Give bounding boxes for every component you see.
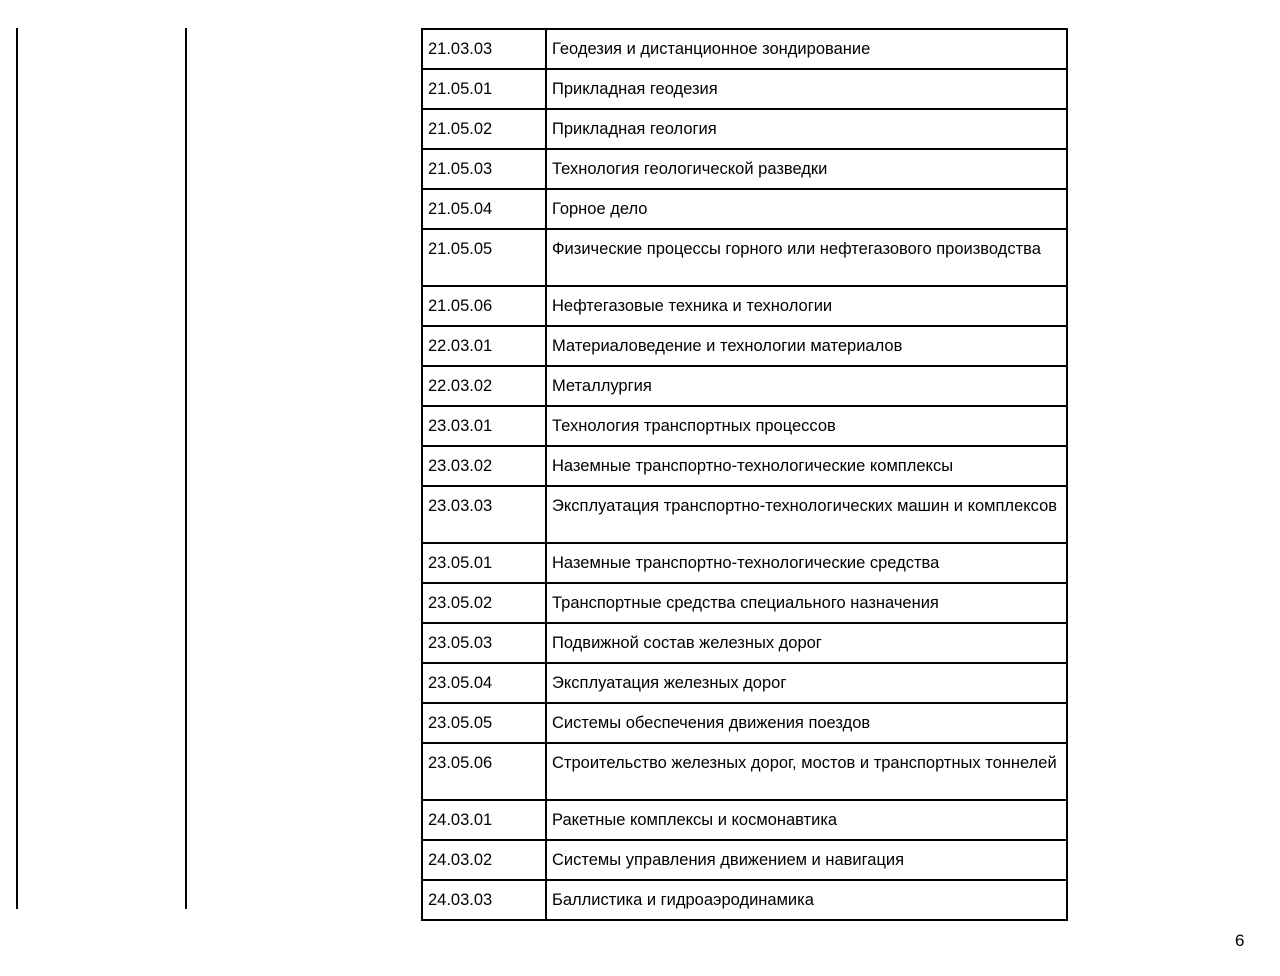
specialty-name: Баллистика и гидроаэродинамика (546, 880, 1067, 920)
specialty-code: 23.03.01 (422, 406, 546, 446)
specialty-code: 21.05.05 (422, 229, 546, 286)
specialty-code: 23.05.04 (422, 663, 546, 703)
table-row (422, 446, 1067, 486)
table-row (422, 366, 1067, 406)
specialty-code: 21.05.03 (422, 149, 546, 189)
table-row (422, 743, 1067, 800)
specialty-name: Технология транспортных процессов (546, 406, 1067, 446)
table-row (422, 840, 1067, 880)
specialty-code: 24.03.03 (422, 880, 546, 920)
specialty-code: 21.05.01 (422, 69, 546, 109)
table-row (422, 109, 1067, 149)
specialty-name: Материаловедение и технологии материалов (546, 326, 1067, 366)
specialty-name: Геодезия и дистанционное зондирование (546, 29, 1067, 69)
specialty-code: 21.03.03 (422, 29, 546, 69)
specialty-code: 23.05.02 (422, 583, 546, 623)
table-row (422, 543, 1067, 583)
table-row (422, 663, 1067, 703)
table-row (422, 880, 1067, 920)
table-row (422, 229, 1067, 286)
specialty-name: Технология геологической разведки (546, 149, 1067, 189)
specialty-code: 21.05.04 (422, 189, 546, 229)
specialty-name: Физические процессы горного или нефтегазового производства (546, 229, 1067, 286)
specialty-name: Эксплуатация железных дорог (546, 663, 1067, 703)
specialty-name: Нефтегазовые техника и технологии (546, 286, 1067, 326)
specialty-code: 22.03.02 (422, 366, 546, 406)
specialty-code: 22.03.01 (422, 326, 546, 366)
table-row (422, 326, 1067, 366)
outer-table-column-divider (185, 28, 187, 909)
specialties-table (421, 28, 1068, 921)
specialty-name: Горное дело (546, 189, 1067, 229)
specialty-name: Системы управления движением и навигация (546, 840, 1067, 880)
outer-table-left-border (16, 28, 18, 909)
specialty-name: Прикладная геология (546, 109, 1067, 149)
specialty-name: Подвижной состав железных дорог (546, 623, 1067, 663)
specialty-code: 23.05.06 (422, 743, 546, 800)
specialty-code: 23.03.03 (422, 486, 546, 543)
specialty-name: Системы обеспечения движения поездов (546, 703, 1067, 743)
specialty-code: 23.05.03 (422, 623, 546, 663)
specialty-name: Металлургия (546, 366, 1067, 406)
specialty-name: Эксплуатация транспортно-технологических машин и комплексов (546, 486, 1067, 543)
table-row (422, 149, 1067, 189)
specialty-code: 24.03.01 (422, 800, 546, 840)
specialty-code: 21.05.06 (422, 286, 546, 326)
table-row (422, 29, 1067, 69)
table-row (422, 703, 1067, 743)
table-row (422, 406, 1067, 446)
table-row (422, 623, 1067, 663)
page-number: 6 (1235, 931, 1245, 950)
specialty-name: Наземные транспортно-технологические средства (546, 543, 1067, 583)
table-row (422, 800, 1067, 840)
table-row (422, 189, 1067, 229)
specialty-name: Строительство железных дорог, мостов и транспортных тоннелей (546, 743, 1067, 800)
specialty-name: Прикладная геодезия (546, 69, 1067, 109)
table-row (422, 583, 1067, 623)
specialty-code: 23.05.05 (422, 703, 546, 743)
specialty-code: 24.03.02 (422, 840, 546, 880)
specialty-code: 23.05.01 (422, 543, 546, 583)
specialty-name: Транспортные средства специального назначения (546, 583, 1067, 623)
specialty-code: 21.05.02 (422, 109, 546, 149)
table-row (422, 486, 1067, 543)
specialty-name: Ракетные комплексы и космонавтика (546, 800, 1067, 840)
table-row (422, 69, 1067, 109)
specialty-code: 23.03.02 (422, 446, 546, 486)
specialty-name: Наземные транспортно-технологические комплексы (546, 446, 1067, 486)
table-row (422, 286, 1067, 326)
